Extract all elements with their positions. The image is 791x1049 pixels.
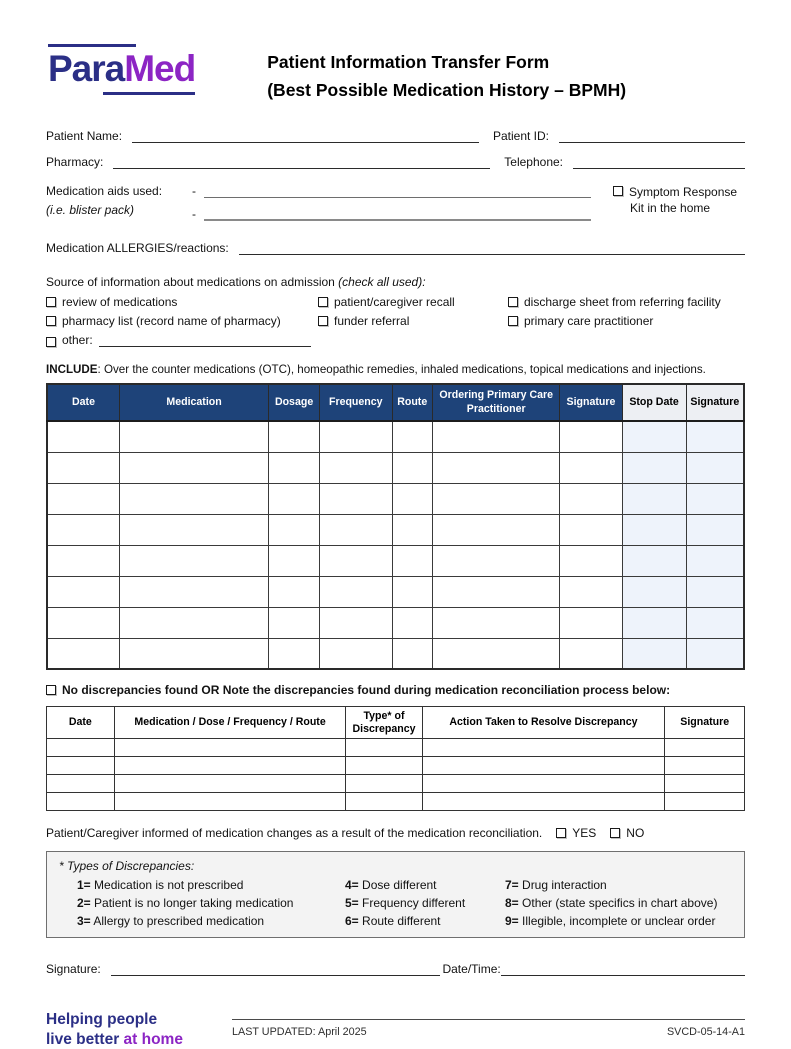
- empty-cell[interactable]: [560, 607, 622, 638]
- empty-cell[interactable]: [422, 793, 665, 811]
- empty-cell[interactable]: [47, 793, 115, 811]
- pharmacy-list-label: pharmacy list (record name of pharmacy): [62, 314, 281, 328]
- source-option-discharge: [508, 295, 745, 309]
- type-2: 2= Patient is no longer taking medication: [77, 896, 294, 911]
- document-code: SVCD-05-14-A1: [666, 1026, 745, 1039]
- empty-cell[interactable]: [119, 576, 268, 607]
- pharmacy-row: [46, 154, 745, 169]
- empty-cell[interactable]: [320, 545, 392, 576]
- empty-cell[interactable]: [622, 576, 686, 607]
- empty-cell[interactable]: [560, 638, 622, 669]
- footer: [46, 1010, 745, 1049]
- empty-cell[interactable]: [346, 757, 422, 775]
- empty-cell[interactable]: [622, 483, 686, 514]
- discrepancy-table-header: [47, 707, 745, 739]
- empty-cell[interactable]: [432, 452, 560, 483]
- type-3: 3= Allergy to prescribed medication: [77, 914, 265, 929]
- paramed-logo: [46, 42, 195, 97]
- dash-2: -: [192, 207, 196, 221]
- funder-checkbox[interactable]: [318, 316, 328, 326]
- recall-label: patient/caregiver recall: [334, 295, 455, 309]
- tagline-line1: Helping people: [46, 1011, 158, 1029]
- empty-cell[interactable]: [560, 576, 622, 607]
- medication-table: [46, 383, 745, 670]
- discharge-label: discharge sheet from referring facility: [524, 295, 721, 309]
- empty-cell[interactable]: [320, 576, 392, 607]
- empty-cell[interactable]: [114, 757, 346, 775]
- no-discrepancies-text: No discrepancies found OR Note the discrepancies found during medication reconciliation process below:: [62, 683, 671, 697]
- empty-cell[interactable]: [119, 545, 268, 576]
- empty-cell[interactable]: [622, 545, 686, 576]
- logo-rule-top: [48, 44, 136, 47]
- empty-cell[interactable]: [432, 576, 560, 607]
- datetime-field[interactable]: [501, 962, 745, 976]
- symptom-kit-checkbox[interactable]: [613, 186, 623, 196]
- empty-cell[interactable]: [686, 638, 744, 669]
- empty-cell[interactable]: [47, 757, 115, 775]
- empty-cell[interactable]: [622, 452, 686, 483]
- type-1: 1= Medication is not prescribed: [77, 878, 244, 893]
- empty-cell[interactable]: [392, 483, 432, 514]
- table-row: [47, 576, 744, 607]
- empty-cell[interactable]: [392, 514, 432, 545]
- source-heading: Source of information about medications on admission: [46, 275, 339, 289]
- table-row: [47, 483, 744, 514]
- type-7: 7= Drug interaction: [505, 878, 607, 893]
- empty-cell[interactable]: [119, 638, 268, 669]
- empty-cell[interactable]: [686, 514, 744, 545]
- col-ordering-practitioner: Ordering Primary Care Practitioner: [432, 384, 560, 421]
- pharmacy-label: Pharmacy:: [46, 155, 104, 169]
- col-signature: Signature: [560, 384, 622, 421]
- patient-name-row: [46, 128, 745, 143]
- other-checkbox[interactable]: [46, 337, 56, 347]
- col-route: Route: [392, 384, 432, 421]
- types-title: * Types of Discrepancies:: [59, 859, 195, 874]
- allergies-label: Medication ALLERGIES/reactions:: [46, 241, 229, 255]
- empty-cell[interactable]: [269, 483, 320, 514]
- source-option-practitioner: [508, 314, 745, 328]
- empty-cell[interactable]: [560, 452, 622, 483]
- empty-cell[interactable]: [665, 793, 745, 811]
- empty-cell[interactable]: [269, 607, 320, 638]
- type-4: 4= Dose different: [345, 878, 437, 893]
- empty-cell[interactable]: [392, 421, 432, 452]
- table-row: [47, 793, 745, 811]
- disc-col-signature: Signature: [665, 707, 745, 739]
- empty-cell[interactable]: [119, 421, 268, 452]
- patient-id-label: Patient ID:: [492, 129, 549, 143]
- empty-cell[interactable]: [346, 739, 422, 757]
- empty-cell[interactable]: [422, 739, 665, 757]
- empty-cell[interactable]: [686, 452, 744, 483]
- disc-col-action: Action Taken to Resolve Discrepancy: [422, 707, 665, 739]
- empty-cell[interactable]: [47, 483, 119, 514]
- empty-cell[interactable]: [47, 576, 119, 607]
- review-label: review of medications: [62, 295, 178, 309]
- col-stop-date: Stop Date: [622, 384, 686, 421]
- empty-cell[interactable]: [47, 421, 119, 452]
- empty-cell[interactable]: [47, 607, 119, 638]
- practitioner-label: primary care practitioner: [524, 314, 654, 328]
- empty-cell[interactable]: [269, 638, 320, 669]
- empty-cell[interactable]: [320, 607, 392, 638]
- empty-cell[interactable]: [114, 739, 346, 757]
- no-option: [610, 826, 644, 840]
- no-discrepancies-line: [46, 683, 745, 697]
- table-row: [47, 739, 745, 757]
- last-updated: LAST UPDATED: April 2025: [232, 1026, 367, 1039]
- table-row: [47, 775, 745, 793]
- pharmacy-field[interactable]: [113, 154, 490, 169]
- type-8: 8= Other (state specifics in chart above): [505, 896, 718, 911]
- med-aids-hint: (i.e. blister pack): [46, 203, 135, 217]
- col-frequency: Frequency: [320, 384, 392, 421]
- tagline: [46, 1010, 232, 1049]
- empty-cell[interactable]: [560, 514, 622, 545]
- logo-text-med: Med: [124, 48, 196, 89]
- table-row: [47, 421, 744, 452]
- empty-cell[interactable]: [47, 775, 115, 793]
- table-row: [47, 757, 745, 775]
- empty-cell[interactable]: [392, 576, 432, 607]
- empty-cell[interactable]: [686, 483, 744, 514]
- empty-cell[interactable]: [47, 545, 119, 576]
- empty-cell[interactable]: [432, 421, 560, 452]
- empty-cell[interactable]: [47, 452, 119, 483]
- source-heading-note: (check all used):: [338, 275, 426, 289]
- table-row: [47, 514, 744, 545]
- practitioner-checkbox[interactable]: [508, 316, 518, 326]
- allergies-row: [46, 240, 745, 255]
- empty-cell[interactable]: [47, 739, 115, 757]
- col-stop-signature: Signature: [686, 384, 744, 421]
- source-option-funder: [318, 314, 508, 328]
- empty-cell[interactable]: [320, 421, 392, 452]
- medication-table-header: [47, 384, 744, 421]
- empty-cell[interactable]: [269, 452, 320, 483]
- col-dosage: Dosage: [269, 384, 320, 421]
- form-title-line1: Patient Information Transfer Form: [267, 52, 550, 72]
- source-option-review: [46, 295, 318, 309]
- pharmacy-list-checkbox[interactable]: [46, 316, 56, 326]
- source-section: [46, 275, 745, 347]
- logo-text-para: Para: [48, 48, 125, 89]
- empty-cell[interactable]: [686, 607, 744, 638]
- table-row: [47, 452, 744, 483]
- empty-cell[interactable]: [114, 793, 346, 811]
- empty-cell[interactable]: [320, 483, 392, 514]
- telephone-field[interactable]: [573, 154, 745, 169]
- empty-cell[interactable]: [320, 514, 392, 545]
- med-aids-field-1[interactable]: [204, 184, 591, 198]
- empty-cell[interactable]: [560, 421, 622, 452]
- disc-col-type: Type* of Discrepancy: [346, 707, 422, 739]
- empty-cell[interactable]: [622, 607, 686, 638]
- table-row: [47, 545, 744, 576]
- col-medication: Medication: [119, 384, 268, 421]
- empty-cell[interactable]: [392, 545, 432, 576]
- signature-field[interactable]: [111, 962, 441, 976]
- include-text: : Over the counter medications (OTC), homeopathic remedies, inhaled medications, topical medications and injections.: [97, 363, 706, 376]
- table-row: [47, 607, 744, 638]
- tagline-at-home: at home: [123, 1030, 183, 1048]
- symptom-kit-label-line2: Kit in the home: [630, 201, 711, 216]
- datetime-label: Date/Time:: [442, 962, 501, 977]
- no-label: NO: [626, 826, 645, 841]
- type-5: 5= Frequency different: [345, 896, 466, 911]
- empty-cell[interactable]: [114, 775, 346, 793]
- empty-cell[interactable]: [269, 514, 320, 545]
- empty-cell[interactable]: [665, 739, 745, 757]
- include-note: [46, 363, 745, 376]
- yes-label: YES: [572, 826, 597, 841]
- empty-cell[interactable]: [432, 483, 560, 514]
- dash-1: -: [192, 184, 196, 198]
- empty-cell[interactable]: [392, 607, 432, 638]
- recall-checkbox[interactable]: [318, 297, 328, 307]
- form-title: [267, 48, 626, 104]
- empty-cell[interactable]: [119, 452, 268, 483]
- empty-cell[interactable]: [422, 775, 665, 793]
- empty-cell[interactable]: [119, 514, 268, 545]
- yes-checkbox[interactable]: [556, 828, 566, 838]
- empty-cell[interactable]: [269, 545, 320, 576]
- empty-cell[interactable]: [560, 483, 622, 514]
- type-6: 6= Route different: [345, 914, 441, 929]
- informed-text: Patient/Caregiver informed of medication changes as a result of the medication reconciliation.: [46, 826, 543, 841]
- empty-cell[interactable]: [622, 421, 686, 452]
- medication-aids-section: [46, 184, 745, 230]
- header: [46, 42, 745, 104]
- empty-cell[interactable]: [560, 545, 622, 576]
- telephone-label: Telephone:: [504, 155, 563, 169]
- patient-name-label: Patient Name:: [46, 129, 123, 143]
- source-option-other: [46, 333, 745, 347]
- empty-cell[interactable]: [432, 638, 560, 669]
- no-checkbox[interactable]: [610, 828, 620, 838]
- empty-cell[interactable]: [665, 775, 745, 793]
- types-of-discrepancies-box: [46, 851, 745, 938]
- empty-cell[interactable]: [346, 793, 422, 811]
- empty-cell[interactable]: [320, 452, 392, 483]
- empty-cell[interactable]: [432, 514, 560, 545]
- empty-cell[interactable]: [269, 576, 320, 607]
- review-checkbox[interactable]: [46, 297, 56, 307]
- patient-name-field[interactable]: [132, 128, 479, 143]
- source-option-pharmacy-list: [46, 314, 318, 328]
- empty-cell[interactable]: [686, 576, 744, 607]
- symptom-kit-label-line1: Symptom Response: [629, 185, 738, 199]
- logo-rule-bottom: [103, 92, 195, 95]
- med-aids-field-2[interactable]: [204, 207, 591, 221]
- yes-option: [556, 826, 596, 840]
- empty-cell[interactable]: [686, 545, 744, 576]
- funder-label: funder referral: [334, 314, 410, 328]
- empty-cell[interactable]: [622, 514, 686, 545]
- allergies-field[interactable]: [239, 240, 745, 255]
- disc-col-medication: Medication / Dose / Frequency / Route: [114, 707, 346, 739]
- empty-cell[interactable]: [665, 757, 745, 775]
- discharge-checkbox[interactable]: [508, 297, 518, 307]
- source-option-recall: [318, 295, 508, 309]
- discrepancy-table: [46, 706, 745, 811]
- other-label: other:: [62, 333, 93, 347]
- tagline-line2: live better at home: [46, 1030, 183, 1048]
- empty-cell[interactable]: [269, 421, 320, 452]
- empty-cell[interactable]: [432, 607, 560, 638]
- footer-info-bar: [232, 1019, 745, 1038]
- symptom-kit-block: [613, 184, 745, 230]
- empty-cell[interactable]: [392, 638, 432, 669]
- col-date: Date: [47, 384, 119, 421]
- empty-cell[interactable]: [119, 483, 268, 514]
- empty-cell[interactable]: [686, 421, 744, 452]
- table-row: [47, 638, 744, 669]
- signature-row: [46, 962, 745, 976]
- empty-cell[interactable]: [392, 452, 432, 483]
- other-field[interactable]: [99, 333, 311, 347]
- signature-label: Signature:: [46, 962, 101, 977]
- empty-cell[interactable]: [47, 514, 119, 545]
- informed-line: [46, 826, 745, 840]
- empty-cell[interactable]: [422, 757, 665, 775]
- no-discrepancies-checkbox[interactable]: [46, 685, 56, 695]
- empty-cell[interactable]: [47, 638, 119, 669]
- empty-cell[interactable]: [320, 638, 392, 669]
- patient-id-field[interactable]: [559, 128, 745, 143]
- empty-cell[interactable]: [622, 638, 686, 669]
- form-title-line2: (Best Possible Medication History – BPMH): [267, 80, 627, 100]
- type-9: 9= Illegible, incomplete or unclear order: [505, 914, 716, 929]
- include-label: INCLUDE: [46, 363, 98, 376]
- med-aids-label: Medication aids used:: [46, 184, 163, 198]
- empty-cell[interactable]: [432, 545, 560, 576]
- empty-cell[interactable]: [346, 775, 422, 793]
- disc-col-date: Date: [47, 707, 115, 739]
- empty-cell[interactable]: [119, 607, 268, 638]
